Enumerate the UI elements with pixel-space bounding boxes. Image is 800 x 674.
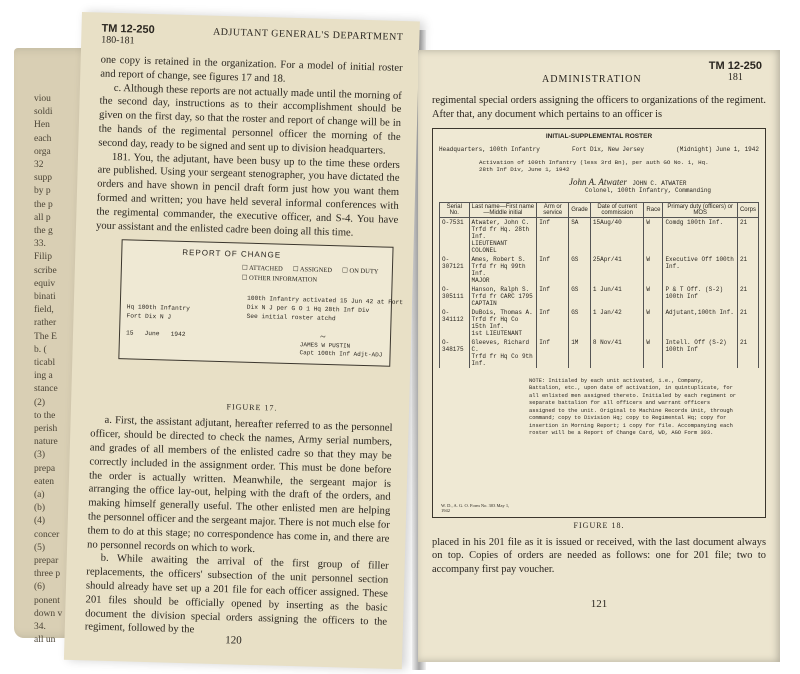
- column-header: Serial No.: [440, 202, 470, 217]
- cell-duty: Comdg 100th Inf.: [663, 217, 738, 255]
- back-page-fragment: Hen: [34, 120, 50, 131]
- back-page-fragment: the p: [34, 199, 53, 210]
- report-date: 15 June 1942: [125, 329, 186, 339]
- back-page-fragment: (b): [34, 503, 46, 514]
- back-page-fragment: field,: [34, 305, 54, 316]
- report-entry: See initial roster atchd: [246, 313, 336, 323]
- cell-date: 1 Jun/41: [590, 285, 644, 308]
- checkbox-label: ☐ ASSIGNED: [292, 266, 333, 275]
- cell-corps: 21: [737, 338, 758, 368]
- back-page-fragment: ponent: [34, 595, 60, 606]
- back-page-fragment: prepar: [34, 556, 59, 566]
- roster-commander-title: Colonel, 100th Infantry, Commanding: [585, 186, 712, 194]
- back-page-fragment: to the: [34, 410, 56, 421]
- roster-title: INITIAL-SUPPLEMENTAL ROSTER: [545, 132, 653, 140]
- table-row: [440, 285, 759, 308]
- left-text-top: [96, 54, 403, 242]
- cell-corps: 21: [737, 217, 758, 255]
- left-running-head: ADJUTANT GENERAL'S DEPARTMENT: [212, 26, 404, 43]
- back-page-fragment: b. (: [34, 344, 47, 355]
- report-title: REPORT OF CHANGE: [182, 248, 282, 261]
- back-page-fragment: 33.: [34, 239, 46, 250]
- cell-corps: 21: [737, 255, 758, 285]
- cell-duty: Executive Off 100th Inf.: [663, 255, 738, 285]
- cell-date: 15Aug/40: [590, 217, 644, 255]
- report-signature-block: [299, 334, 382, 360]
- back-page-fragment: (5): [34, 542, 46, 553]
- back-page-fragment: all p: [34, 212, 51, 223]
- figure-18-initial-roster: [432, 128, 766, 518]
- figure-17-caption: FIGURE 17.: [226, 402, 278, 413]
- cell-serial: O-348175: [440, 338, 470, 368]
- back-page-fragment: by p: [34, 186, 51, 197]
- cell-name: Ames, Robert S. Trfd fr Hq 99th Inf. MAJOR: [469, 255, 537, 285]
- cell-race: W: [644, 338, 663, 368]
- back-page-fragment: concer: [34, 529, 60, 540]
- roster-form-footer: W. D., A. G. O. Form No. 303 May 1, 1942: [441, 502, 510, 513]
- back-page-fragment: Filip: [34, 252, 52, 263]
- column-header: Last name—First name—Middle initial: [469, 202, 537, 217]
- back-page-fragment: soldi: [34, 107, 53, 118]
- column-header: Date of current commission: [590, 202, 644, 217]
- cell-date: 25Apr/41: [590, 255, 644, 285]
- back-page-fragment: ing a: [34, 371, 53, 382]
- left-page-number: 120: [225, 634, 242, 647]
- cell-date: 1 Jan/42: [590, 308, 644, 338]
- back-page-fragment: scribe: [34, 265, 57, 276]
- back-page-fragment: The E: [34, 331, 57, 342]
- report-signer-title: Capt 100th Inf Adjt-ADJ: [299, 349, 383, 359]
- right-text-top: [432, 94, 766, 122]
- back-page-fragment: prepa: [34, 463, 56, 474]
- roster-commander: JOHN C. ATWATER: [632, 179, 687, 187]
- roster-hq: Headquarters, 100th Infantry: [439, 145, 540, 153]
- back-page-fragment: rather: [34, 318, 57, 329]
- right-page-number: 121: [590, 598, 608, 610]
- cell-race: W: [644, 255, 663, 285]
- right-page: [418, 50, 780, 662]
- cell-grade: GS: [569, 308, 591, 338]
- paragraph: b. While awaiting the arrival of the first group of filler replacements, the officers' subsection of the unit personnel section should already have set up a 201 file for each officer assigned. These 201 files should be officially opened by inserting as the basic document the division special orders assigning the officers to the regiment, followed by the: [84, 553, 389, 636]
- paragraph: regimental special orders assigning the officers to organizations of the regiment. After that, any document which pertains to an officer is: [432, 95, 766, 120]
- back-page-fragment: (a): [34, 490, 45, 500]
- cell-name: Gleeves, Richard C. Trfd fr Hq Co 9th Inf.: [469, 338, 537, 368]
- cell-serial: O-307121: [440, 255, 470, 285]
- paragraph: one copy is retained in the organization. For a model of initial roster and report of change, see figures 17 and 18.: [100, 54, 403, 85]
- table-row: [440, 338, 759, 368]
- cell-serial: O-341112: [440, 308, 470, 338]
- back-page-fragment: (2): [34, 397, 46, 408]
- report-entries: [246, 294, 407, 325]
- checkbox-label: ☐ OTHER INFORMATION: [241, 274, 318, 285]
- right-running-head: ADMINISTRATION: [542, 74, 642, 85]
- roster-signature-block: [569, 177, 759, 194]
- report-signer: JAMES W PUSTIN: [299, 341, 351, 350]
- back-page-fragment: (4): [34, 516, 46, 527]
- right-page-ref: 181: [727, 72, 743, 83]
- cell-arm: Inf: [537, 338, 569, 368]
- cell-arm: Inf: [537, 217, 569, 255]
- cell-serial: O-7531: [440, 217, 470, 255]
- cell-name: Atwater, John C. Trfd fr Hq. 28th Inf. LIEUTENANT COLONEL: [469, 217, 537, 255]
- right-tm-block: [709, 60, 762, 83]
- column-header: Race: [644, 202, 663, 217]
- back-page-fragment: 32: [34, 160, 44, 170]
- roster-note: NOTE: Initialed by each unit activated, i.e., Company, Battalion, etc., upon date of activation, in quintuplicate, for all enlisted men assigned thereto. Initialed by each regiment or separate battalion for all officers and warrant officers assigned to the unit. Original to Machine Records Unit, through command; copy to Division Hq; copy to Regimental Hq; copy for insertion in Morning Report; 1 copy for file. Accompanying each roster will be a Report of Change Card, WD, AGO Form 303.: [529, 377, 737, 437]
- table-row: [440, 217, 759, 255]
- left-header: [101, 23, 404, 54]
- checkbox-label: ☐ ON DUTY: [341, 267, 379, 276]
- roster-table: [439, 202, 759, 368]
- paragraph: a. First, the assistant adjutant, hereafter referred to as the personnel officer, should be directed to check the names, Army serial numbers, and grades of all members of the enlisted cadre so that they may be correctly included in the assignment order. This must be done before the order is actually written. Meanwhile, the sergeant major is arranging the office lay-out, helping with the draft of the orders, and making himself generally useful. The other enlisted men are helping the personnel officer and the sergeant major. There is not much else for them to do at this stage; no correspondence has come in, and there are no personnel records on which to work.: [86, 415, 393, 555]
- cell-serial: O-305111: [440, 285, 470, 308]
- left-page: [64, 12, 420, 669]
- back-page-fragment: stance: [34, 384, 58, 395]
- column-header: Primary duty (officers) or MOS: [663, 202, 738, 217]
- roster-reason: Activation of 100th Infantry (less 3rd Bn), per auth GO No. 1, Hq. 28th Inf Div, June 1, 1942: [479, 158, 709, 173]
- figure-18-caption: FIGURE 18.: [573, 520, 625, 530]
- back-page-fragment: (3): [34, 450, 46, 461]
- column-header: Corps: [737, 202, 758, 217]
- cell-arm: Inf: [537, 308, 569, 338]
- back-page-fragment: orga: [34, 146, 51, 157]
- report-unit-block: [126, 303, 190, 340]
- paragraph: 181. You, the adjutant, have been busy up to the time these orders are published. Using your sergeant stenographer, you have dictated the orders and have shown in pencil draft form just how you want them formed and written; you have held several informal conferences with the regimental commander, the executive officer, and S-4. You have your assistant and the enlisted cadre been doing all this time.: [95, 151, 401, 239]
- back-page-fragment: ticabl: [34, 358, 56, 368]
- cell-grade: GS: [569, 285, 591, 308]
- table-row: [440, 255, 759, 285]
- back-page-fragment: perish: [34, 424, 58, 434]
- cell-corps: 21: [737, 308, 758, 338]
- report-station: Fort Dix N J: [126, 312, 172, 321]
- back-page-fragment: all un: [34, 635, 56, 646]
- cell-duty: Intell. Off (S-2) 100th Inf: [663, 338, 738, 368]
- cell-date: 8 Nov/41: [590, 338, 644, 368]
- left-tm-number: TM 12-250: [101, 22, 155, 37]
- column-header: Arm or service: [537, 202, 569, 217]
- back-page-fragment: the g: [34, 226, 53, 236]
- figure-17-report-of-change: [118, 240, 404, 368]
- back-page-fragment: equiv: [34, 278, 56, 289]
- back-page-fragment: nature: [34, 437, 58, 448]
- right-text-bottom: [432, 536, 766, 577]
- cell-corps: 21: [737, 285, 758, 308]
- report-entry: 100th Infantry activated 15 Jun 42 at Fort Dix N J per G O 1 Hq 28th Inf Div: [246, 295, 404, 315]
- roster-signature: John A. Atwater: [569, 176, 627, 187]
- back-page-fragment: 34.: [34, 622, 46, 632]
- back-page-fragment: viou: [34, 94, 51, 104]
- roster-date: (Midnight) June 1, 1942: [676, 145, 759, 153]
- signature-mark: ~: [319, 332, 326, 344]
- cell-duty: P & T Off. (S-2) 100th Inf: [663, 285, 738, 308]
- back-page-fragment: three p: [34, 569, 61, 580]
- roster-header-row: [440, 202, 759, 217]
- back-page-fragment: binati: [34, 292, 56, 302]
- back-page-fragment: (6): [34, 582, 46, 593]
- cell-race: W: [644, 308, 663, 338]
- left-page-range: 180-181: [101, 34, 135, 47]
- cell-race: W: [644, 217, 663, 255]
- roster-header-line: [439, 146, 759, 153]
- column-header: Grade: [569, 202, 591, 217]
- paragraph: c. Although these reports are not actually made until the morning of the second day, instructions as to their accomplishment should be given on the first day, so that the roster and report of change will be in the hands of the regimental personnel officer the morning of the second day, ready to be signed and sent up to division headquarters.: [98, 82, 402, 157]
- cell-grade: 1M: [569, 338, 591, 368]
- cell-name: Hanson, Ralph S. Trfd fr CARC 1795 CAPTAIN: [469, 285, 537, 308]
- left-text-bottom: [85, 414, 393, 643]
- back-page-fragment: supp: [34, 173, 52, 184]
- back-page-fragment: each: [34, 133, 52, 144]
- cell-grade: GS: [569, 255, 591, 285]
- right-header: [432, 60, 766, 94]
- checkbox-label: ☐ ATTACHED: [241, 264, 283, 274]
- back-page-fragment: down v: [34, 608, 63, 619]
- cell-race: W: [644, 285, 663, 308]
- cell-grade: SA: [569, 217, 591, 255]
- cell-duty: Adjutant,100th Inf.: [663, 308, 738, 338]
- paragraph: placed in his 201 file as it is issued or received, with the last document always on top. Copies of orders are needed as follows: one for 201 file; two to accompany first pay voucher.: [432, 536, 766, 576]
- table-row: [440, 308, 759, 338]
- right-tm-number: TM 12-250: [708, 60, 762, 72]
- report-unit: Hq 100th Infantry: [126, 303, 190, 313]
- back-page-fragment: eaten: [34, 476, 55, 487]
- report-checkboxes: [242, 264, 392, 286]
- cell-arm: Inf: [537, 285, 569, 308]
- roster-station: Fort Dix, New Jersey: [571, 145, 644, 153]
- cell-arm: Inf: [537, 255, 569, 285]
- cell-name: DuBois, Thomas A. Trfd fr Hq Co 15th Inf. 1st LIEUTENANT: [469, 308, 537, 338]
